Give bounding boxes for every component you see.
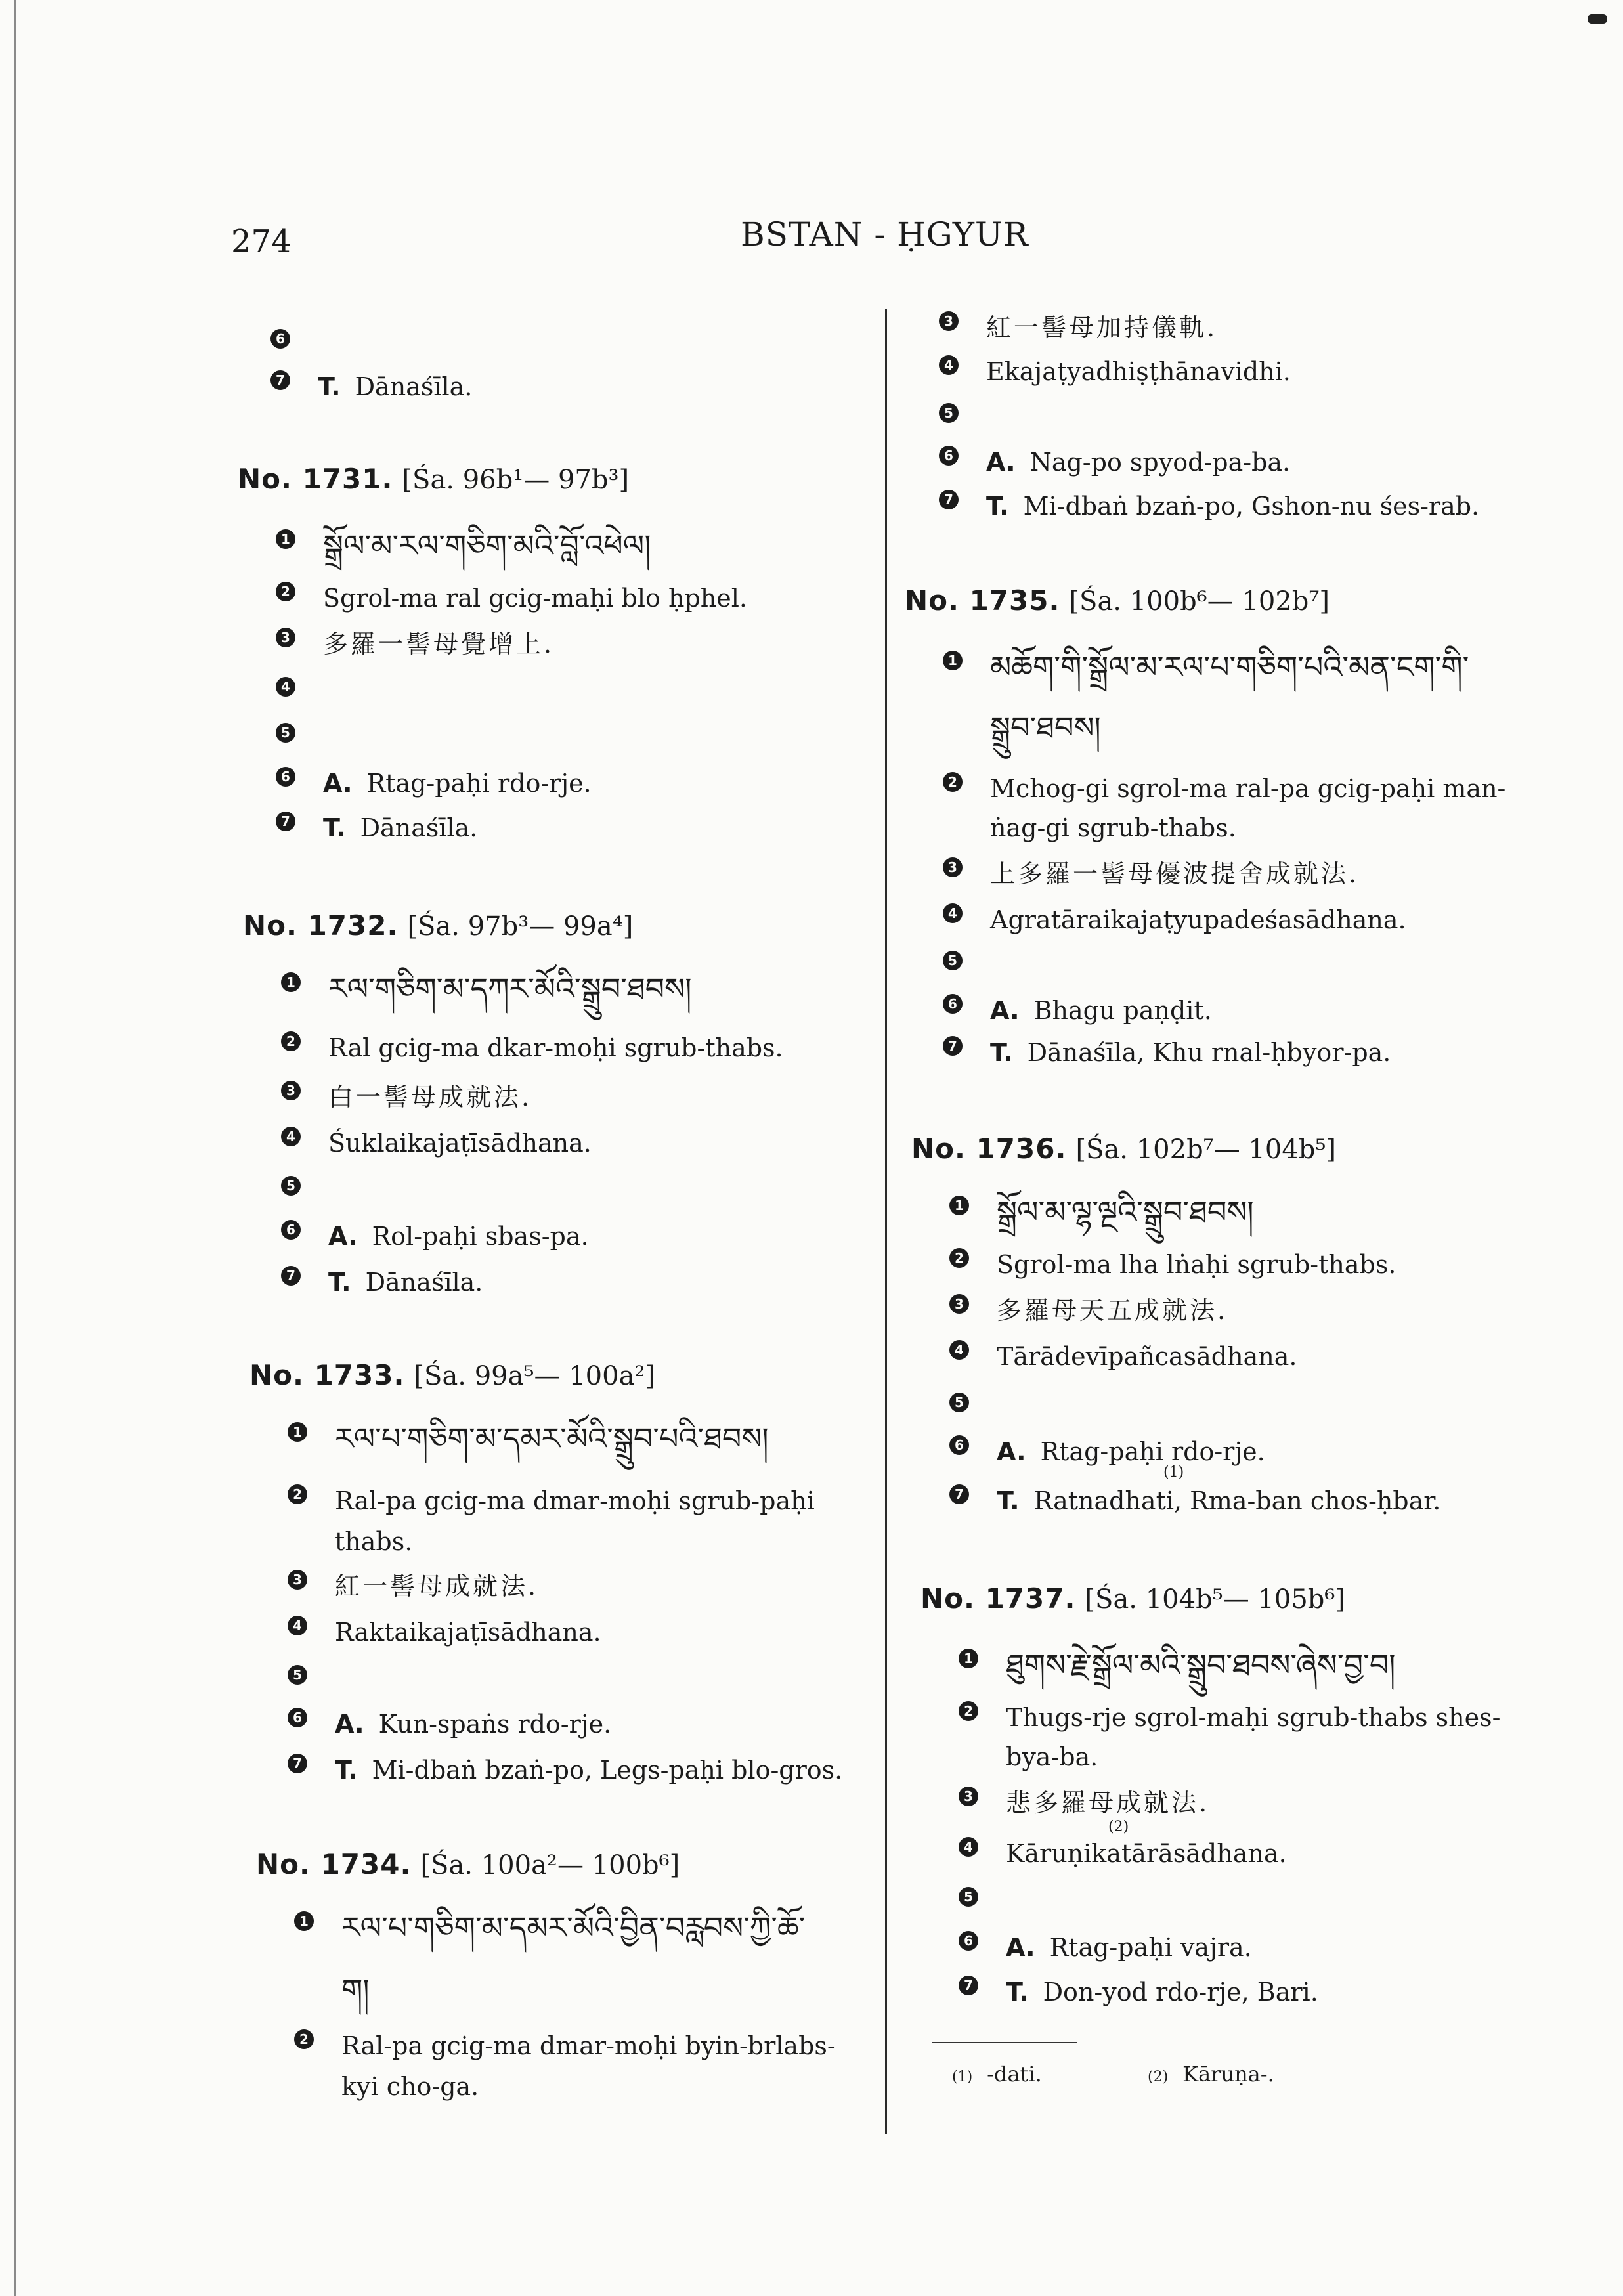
field-number-4: 4 — [288, 1616, 307, 1635]
sanskrit-title: Raktaikajaṭīsādhana. — [335, 1618, 601, 1647]
entry-header — [920, 1582, 1345, 1614]
field-number-4: 4 — [943, 903, 963, 923]
translator-name: Dānaśīla, Khu rnal-ḥbyor-pa. — [1027, 1038, 1391, 1067]
corner-ornament — [1588, 14, 1607, 24]
field-number-2: 2 — [281, 1031, 301, 1051]
field-number-3: 3 — [288, 1570, 307, 1590]
field-number-7: 7 — [943, 1036, 963, 1056]
entry-header — [911, 1133, 1336, 1165]
translator-name: Dānaśīla. — [360, 813, 478, 842]
folio-reference: [Śa. 97b³— 99a⁴] — [407, 911, 634, 942]
translator-role: T. — [335, 1756, 358, 1785]
translator-role: T. — [1006, 1978, 1029, 2006]
field-number-1: 1 — [276, 529, 295, 549]
field-number-6: 6 — [270, 329, 290, 349]
field-number-4: 4 — [281, 1127, 301, 1146]
field-number-2: 2 — [949, 1248, 969, 1268]
translator-role: T. — [986, 492, 1009, 521]
field-number-5: 5 — [943, 951, 963, 970]
translator-name: Mi-dbaṅ bzaṅ-po, Gshon-nu śes-rab. — [1023, 492, 1480, 521]
entry-number: No. 1735. — [905, 584, 1060, 617]
tibetan-title-line-1: རལ་པ་གཅིག་མ་དམར་མོའི་བྱིན་བརླབས་ཀྱི་ཆོ་ — [341, 1910, 806, 1945]
chinese-title: 多羅一髻母覺增上. — [323, 630, 555, 659]
romanized-title: Ral gcig-ma dkar-moḥi sgrub-thabs. — [328, 1033, 783, 1062]
sanskrit-title: Agratāraikajaṭyupadeśasādhana. — [990, 905, 1406, 934]
entry-header — [249, 1359, 655, 1391]
author-name: Rtag-paḥi rdo-rje. — [366, 769, 592, 798]
entry-header — [905, 584, 1330, 617]
field-number-3: 3 — [276, 628, 295, 647]
field-number-3: 3 — [281, 1081, 301, 1100]
field-number-7: 7 — [939, 490, 959, 509]
chinese-title: 白一髻母成就法. — [328, 1083, 532, 1112]
chinese-title: 多羅母天五成就法. — [997, 1296, 1228, 1325]
field-number-1: 1 — [281, 972, 301, 992]
field-number-6: 6 — [943, 994, 963, 1014]
romanized-title-line-2: bya-ba. — [1006, 1743, 1098, 1771]
page-number: 274 — [231, 223, 292, 260]
romanized-title: Sgrol-ma lha lṅaḥi sgrub-thabs. — [997, 1250, 1396, 1279]
folio-reference: [Śa. 100b⁶— 102b⁷] — [1069, 586, 1330, 617]
entry-number: No. 1733. — [249, 1359, 405, 1391]
field-number-5: 5 — [959, 1887, 978, 1907]
entry-number: No. 1736. — [911, 1133, 1067, 1165]
field-number-5: 5 — [288, 1665, 307, 1685]
folio-reference: [Śa. 96b¹— 97b³] — [402, 465, 630, 495]
field-number-7: 7 — [276, 812, 295, 831]
entry-number: No. 1734. — [256, 1848, 412, 1880]
romanized-title-line-2: kyi cho-ga. — [341, 2072, 479, 2101]
romanized-title-line-1: Thugs-rje sgrol-maḥi sgrub-thabs shes- — [1006, 1703, 1501, 1732]
entry-header — [243, 909, 633, 942]
author-role: A. — [990, 996, 1020, 1025]
sanskrit-title: Kāruṇikatārāsādhana. — [1006, 1839, 1287, 1868]
chinese-title: 紅一髻母成就法. — [335, 1572, 539, 1601]
romanized-title-line-1: Ral-pa gcig-ma dmar-moḥi byin-brlabs- — [341, 2031, 836, 2060]
footnote-1: (1) -dati. — [952, 2062, 1042, 2087]
field-number-5: 5 — [949, 1393, 969, 1412]
field-number-4: 4 — [959, 1837, 978, 1857]
field-number-7: 7 — [270, 370, 290, 390]
field-number-4: 4 — [939, 355, 959, 375]
field-number-7: 7 — [288, 1754, 307, 1773]
tibetan-title: རལ་གཅིག་མ་དཀར་མོའི་སྒྲུབ་ཐབས། — [328, 971, 692, 1007]
field-number-5: 5 — [276, 723, 295, 743]
translator-name: Dānaśīla. — [355, 372, 473, 401]
field-number-2: 2 — [276, 582, 295, 601]
sanskrit-title: Tārādevīpañcasādhana. — [997, 1342, 1297, 1371]
romanized-title: Sgrol-ma ral gcig-maḥi blo ḥphel. — [323, 584, 747, 613]
footnote-2: (2) Kāruṇa-. — [1148, 2062, 1274, 2087]
folio-reference: [Śa. 99a⁵— 100a²] — [414, 1361, 656, 1391]
field-number-6: 6 — [939, 446, 959, 466]
sanskrit-title: Ekajaṭyadhiṣṭhānavidhi. — [986, 357, 1291, 386]
field-number-3: 3 — [949, 1294, 969, 1314]
translator-name: Dānaśīla. — [365, 1268, 483, 1297]
entry-number: No. 1732. — [243, 909, 399, 942]
field-number-2: 2 — [943, 772, 963, 792]
author-role: A. — [997, 1437, 1026, 1466]
field-number-7: 7 — [949, 1484, 969, 1504]
field-number-7: 7 — [959, 1976, 978, 1995]
tibetan-title: ཐུགས་རྗེ་སྒྲོལ་མའི་སྒྲུབ་ཐབས་ཞེས་བྱ་བ། — [1006, 1647, 1396, 1683]
field-number-3: 3 — [959, 1787, 978, 1806]
entry-header — [256, 1848, 680, 1880]
sanskrit-title: Śuklaikajaṭīsādhana. — [328, 1129, 592, 1158]
chinese-title: 悲多羅母成就法. — [1006, 1788, 1210, 1817]
romanized-title-line-2: ṅag-gi sgrub-thabs. — [990, 813, 1236, 842]
page-header — [0, 210, 1623, 269]
author-role: A. — [328, 1222, 358, 1251]
author-name: Nag-po spyod-pa-ba. — [1029, 448, 1291, 477]
translator-role: T. — [328, 1268, 351, 1297]
tibetan-title: སྒྲོལ་མ་རལ་གཅིག་མའི་བློ་འཕེལ། — [323, 528, 651, 563]
author-role: A. — [986, 448, 1016, 477]
scan-edge-line — [14, 0, 16, 2296]
entry-number: No. 1737. — [920, 1582, 1076, 1614]
tibetan-title: སྒྲོལ་མ་ལྷ་ལྔའི་སྒྲུབ་ཐབས། — [997, 1194, 1254, 1230]
field-number-1: 1 — [294, 1911, 314, 1931]
author-name: Rtag-paḥi vajra. — [1049, 1933, 1252, 1962]
field-number-6: 6 — [959, 1931, 978, 1951]
field-number-5: 5 — [939, 403, 959, 423]
folio-reference: [Śa. 102b⁷— 104b⁵] — [1075, 1135, 1337, 1165]
field-number-3: 3 — [943, 857, 963, 877]
folio-reference: [Śa. 104b⁵— 105b⁶] — [1085, 1584, 1346, 1614]
translator-role: T. — [323, 813, 346, 842]
romanized-title-line-1: Mchog-gi sgrol-ma ral-pa gcig-paḥi man- — [990, 774, 1506, 803]
tibetan-title-line-2: སྒྲུབ་ཐབས། — [990, 710, 1101, 745]
author-name: Kun-spaṅs rdo-rje. — [378, 1710, 612, 1739]
column-divider — [885, 309, 887, 2134]
footnote-marker-2: (2) — [1108, 1819, 1129, 1835]
field-number-7: 7 — [281, 1266, 301, 1286]
author-name: Rtag-paḥi rdo-rje. — [1040, 1437, 1265, 1466]
field-number-6: 6 — [288, 1708, 307, 1727]
field-number-6: 6 — [949, 1435, 969, 1455]
translator-role: T. — [990, 1038, 1013, 1067]
field-number-4: 4 — [949, 1340, 969, 1360]
tibetan-title-line-2: ག། — [341, 1972, 370, 2008]
romanized-title-line-1: Ral-pa gcig-ma dmar-moḥi sgrub-paḥi — [335, 1486, 815, 1515]
field-number-2: 2 — [288, 1484, 307, 1504]
running-title: BSTAN - ḤGYUR — [741, 215, 1029, 253]
field-number-5: 5 — [281, 1176, 301, 1196]
field-number-6: 6 — [276, 767, 295, 787]
translator-name: Mi-dbaṅ bzaṅ-po, Legs-paḥi blo-gros. — [372, 1756, 843, 1785]
field-number-2: 2 — [294, 2029, 314, 2049]
translator-role: T. — [997, 1486, 1020, 1515]
romanized-title-line-2: thabs. — [335, 1527, 413, 1556]
field-number-1: 1 — [288, 1422, 307, 1442]
footnote-rule — [932, 2042, 1077, 2043]
footnote-marker-1: (1) — [1163, 1464, 1184, 1481]
chinese-title: 紅一髻母加持儀軌. — [986, 313, 1218, 342]
author-role: A. — [323, 769, 353, 798]
author-name: Rol-paḥi sbas-pa. — [372, 1222, 589, 1251]
field-number-3: 3 — [939, 311, 959, 331]
author-role: A. — [1006, 1933, 1035, 1962]
field-number-4: 4 — [276, 677, 295, 697]
tibetan-title-line-1: མཆོག་གི་སྒྲོལ་མ་རལ་པ་གཅིག་པའི་མན་ངག་གི་ — [990, 649, 1469, 685]
field-number-2: 2 — [959, 1701, 978, 1721]
entry-number: No. 1731. — [238, 463, 393, 495]
field-number-6: 6 — [281, 1220, 301, 1240]
entry-header — [238, 463, 629, 495]
tibetan-title: རལ་པ་གཅིག་མ་དམར་མོའི་སྒྲུབ་པའི་ཐབས། — [335, 1421, 769, 1456]
folio-reference: [Śa. 100a²— 100b⁶] — [420, 1850, 680, 1880]
field-number-1: 1 — [949, 1196, 969, 1215]
author-name: Bhagu paṇḍit. — [1033, 996, 1212, 1025]
field-number-1: 1 — [959, 1649, 978, 1668]
translator-role: T. — [318, 372, 341, 401]
field-number-1: 1 — [943, 651, 963, 670]
translator-name: Don-yod rdo-rje, Bari. — [1043, 1978, 1318, 2006]
translator-name: Ratnadhati, Rma-ban chos-ḥbar. — [1033, 1486, 1441, 1515]
author-role: A. — [335, 1710, 364, 1739]
chinese-title: 上多羅一髻母優波提舍成就法. — [990, 859, 1360, 888]
